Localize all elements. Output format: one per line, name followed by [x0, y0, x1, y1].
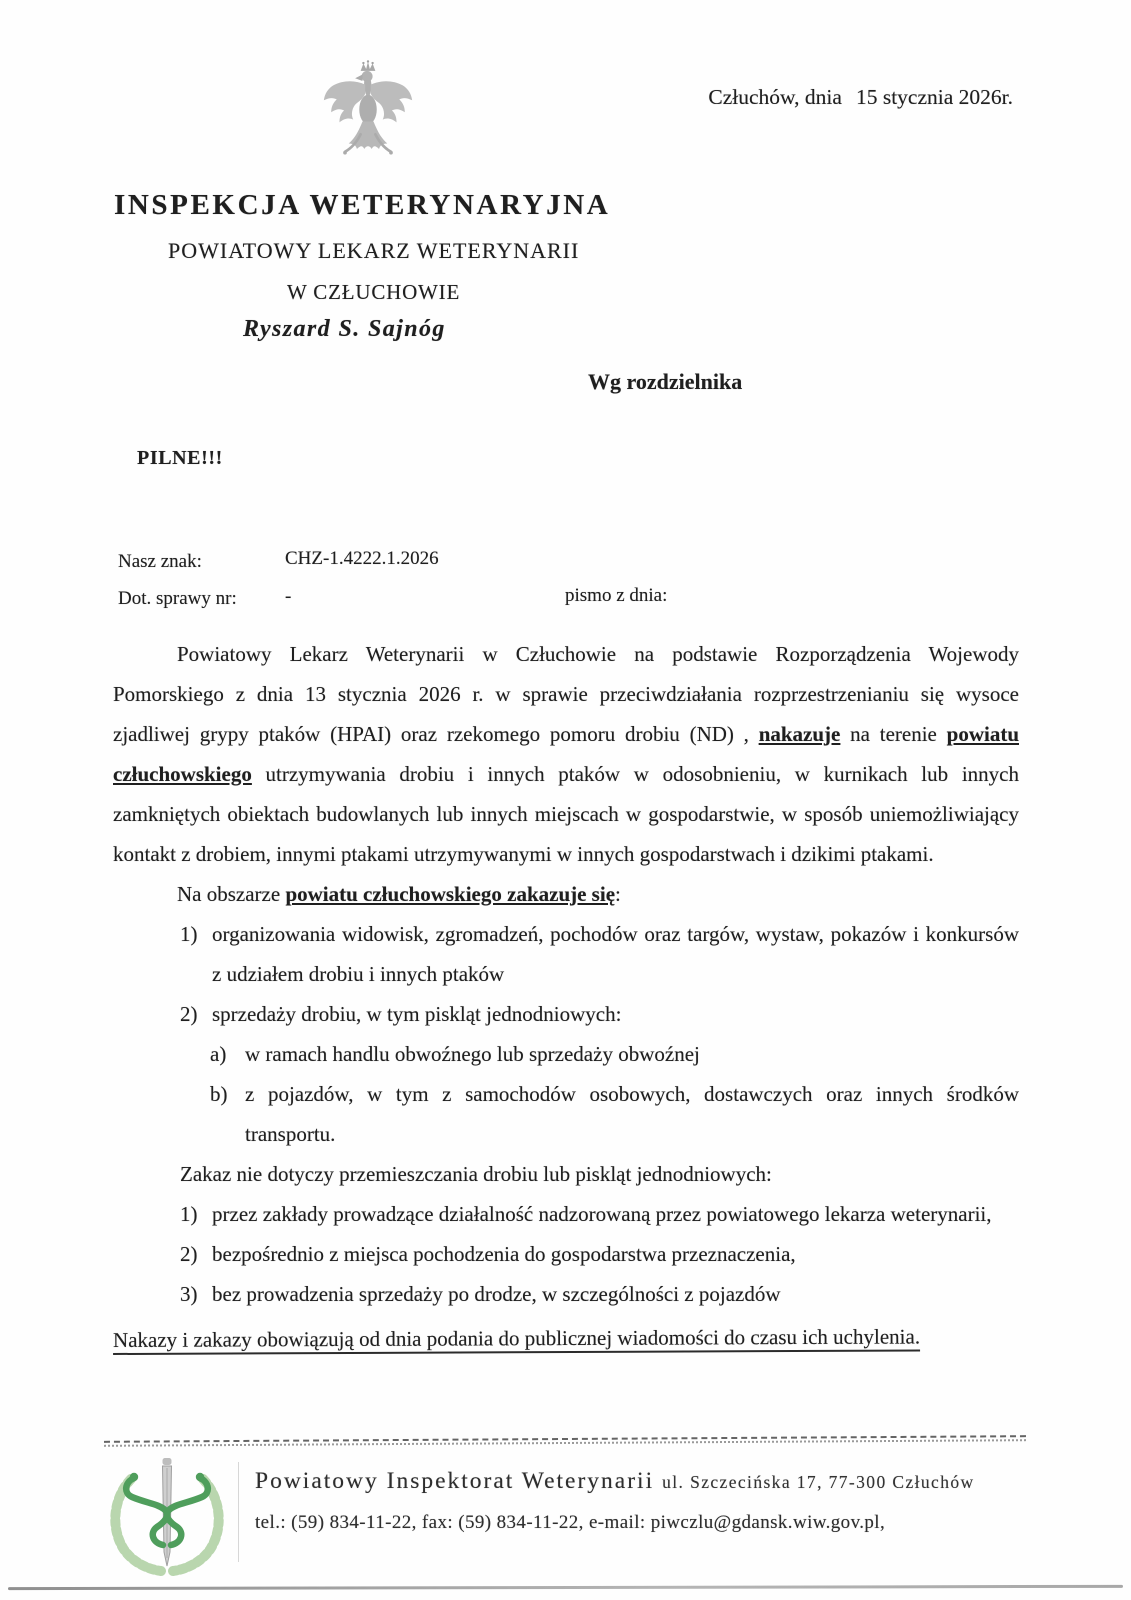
polish-eagle-emblem-icon: [322, 60, 414, 170]
reference-label-our-mark: Nasz znak:: [118, 551, 202, 572]
paragraph-order: [113, 634, 1019, 874]
scan-edge-artifact: [8, 1585, 1123, 1590]
ban-keyword: powiatu człuchowskiego zakazuje się: [285, 882, 616, 906]
list-number: 2): [180, 1242, 198, 1266]
sub-list-item: [113, 1074, 1019, 1154]
list-number: 2): [180, 1002, 198, 1026]
footer-address: ul. Szczecińska 17, 77-300 Człuchów: [662, 1472, 975, 1492]
closing-statement: [113, 1316, 1019, 1360]
signer-name: Ryszard S. Sajnóg: [243, 316, 446, 342]
letterhead-city: W CZŁUCHOWIE: [287, 280, 461, 304]
list-number: 1): [180, 1202, 198, 1226]
letter-body: [113, 634, 1019, 1360]
veterinary-sword-snakes-emblem-icon: [101, 1452, 233, 1584]
sub-list-item: [113, 1034, 1019, 1074]
reference-case-value: -: [285, 586, 292, 607]
list-item: [113, 994, 1019, 1034]
paragraph-text: Na obszarze: [177, 882, 286, 906]
letterhead-institution: INSPEKCJA WETERYNARYJNA: [114, 189, 611, 221]
list-item: [113, 1274, 1019, 1314]
date-value: 15 stycznia 2026r.: [855, 85, 1013, 109]
closing-text: Nakazy i zakazy obowiązują od dnia podania do publicznej wiadomości do czasu ich uchylenia.: [113, 1324, 920, 1355]
paragraph-text: :: [615, 882, 621, 906]
list-text: w ramach handlu obwoźnego lub sprzedaży obwoźnej: [245, 1042, 700, 1066]
list-item: [113, 914, 1019, 994]
footer-institution-name: Powiatowy Inspektorat Weterynarii: [255, 1468, 655, 1494]
letterhead-office: POWIATOWY LEKARZ WETERYNARII: [168, 238, 580, 263]
reference-label-letter-date: pismo z dnia:: [565, 585, 668, 606]
list-letter: a): [210, 1042, 227, 1066]
list-item: [113, 1234, 1019, 1274]
paragraph-exception-intro: Zakaz nie dotyczy przemieszczania drobiu lub piskląt jednodniowych:: [180, 1162, 772, 1186]
list-number: 1): [180, 922, 198, 946]
city-date-label: Człuchów, dnia: [708, 85, 842, 109]
footer-vertical-divider: [238, 1462, 239, 1562]
list-letter: b): [210, 1082, 228, 1106]
footer-institution-line: [255, 1468, 975, 1495]
list-text: bezpośrednio z miejsca pochodzenia do gospodarstwa przeznaczenia,: [212, 1242, 796, 1266]
footer-separator-line: [104, 1435, 1026, 1447]
reference-number: CHZ-1.4222.1.2026: [285, 548, 439, 569]
list-text: przez zakłady prowadzące działalność nadzorowaną przez powiatowego lekarza weterynarii,: [212, 1202, 992, 1226]
list-text: sprzedaży drobiu, w tym piskląt jednodniowych:: [212, 1002, 622, 1026]
paragraph-text: na terenie: [840, 722, 947, 746]
district-keyword: powiatu człuchowskiego: [113, 722, 1019, 786]
city-and-date: [708, 85, 1013, 110]
list-text: organizowania widowisk, zgromadzeń, pochodów oraz targów, wystaw, pokazów i konkursów z udziałem drobiu i innych ptaków: [212, 922, 1019, 986]
urgent-note: PILNE!!!: [137, 447, 223, 469]
reference-label-case: Dot. sprawy nr:: [118, 588, 237, 609]
list-text: z pojazdów, w tym z samochodów osobowych, dostawczych oraz innych środków transportu.: [245, 1082, 1019, 1146]
distribution-note: Wg rozdzielnika: [588, 369, 743, 394]
footer-contact-line: tel.: (59) 834-11-22, fax: (59) 834-11-22, e-mail: piwczlu@gdansk.wiw.gov.pl,: [255, 1512, 886, 1533]
paragraph-text: utrzymywania drobiu i innych ptaków w odosobnieniu, w kurnikach lub innych zamkniętych obiektach budowlanych lub innych miejscach w gospodarstwie, w sposób uniemożliwiający kontakt z drobiem, innymi ptakami utrzymywanymi w innych gospodarstwach i dzikimi ptakami.: [113, 762, 1019, 866]
list-number: 3): [180, 1282, 198, 1306]
list-item: [113, 1194, 1019, 1234]
list-text: bez prowadzenia sprzedaży po drodze, w szczególności z pojazdów: [212, 1282, 781, 1306]
order-keyword: nakazuje: [758, 722, 841, 746]
paragraph-text: Powiatowy Lekarz Weterynarii w Człuchowie na podstawie Rozporządzenia Wojewody Pomorskiego z dnia 13 stycznia 2026 r. w sprawie przeciwdziałania rozprzestrzenianiu się wysoce zjadliwej grypy ptaków (HPAI) oraz rzekomego pomoru drobiu (ND) ,: [113, 642, 1019, 746]
paragraph-ban-intro: [177, 874, 1019, 914]
